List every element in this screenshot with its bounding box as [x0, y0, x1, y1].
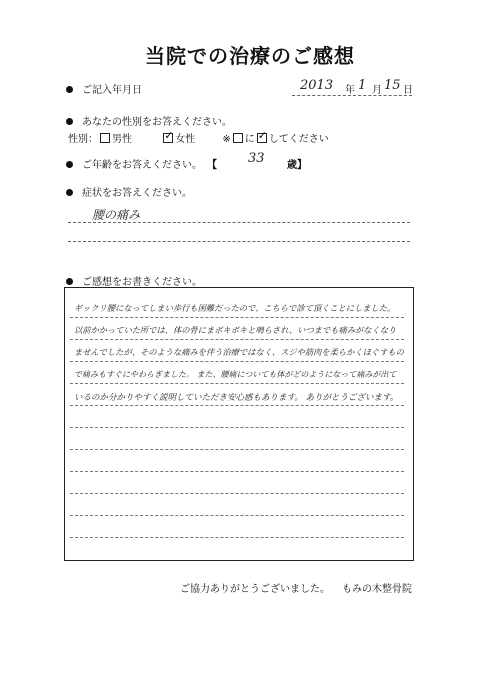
comment-text-line: ギックリ腰になってしまい歩行も困難だったので、こちらで診て頂くことにしました。 — [74, 303, 396, 313]
male-label: 男性 — [112, 134, 132, 145]
bullet-icon — [66, 118, 73, 125]
date-day-unit: 日 — [403, 85, 413, 96]
comment-line — [70, 383, 404, 384]
symptom-line — [68, 241, 410, 242]
comment-line — [70, 427, 404, 428]
date-month[interactable]: 1 — [358, 78, 367, 93]
gender-note-prefix: ※ — [222, 134, 231, 145]
date-month-unit: 月 — [372, 85, 382, 96]
symptom-line — [68, 222, 410, 223]
check-icon: ✓ — [164, 129, 174, 142]
bullet-icon — [66, 161, 73, 168]
comment-line — [70, 537, 404, 538]
comment-line — [70, 317, 404, 318]
date-underline — [292, 95, 412, 96]
date-year[interactable]: 2013 — [300, 78, 334, 93]
bullet-icon — [66, 86, 73, 93]
male-checkbox[interactable] — [100, 133, 110, 143]
comment-text-line: ませんでしたが、そのような痛みを伴う治療ではなく、スジや筋肉を柔らかくほぐすもの — [74, 347, 404, 357]
gender-prefix: 性別： — [68, 134, 98, 145]
comment-line — [70, 405, 404, 406]
age-value[interactable]: 33 — [248, 151, 265, 166]
date-year-unit: 年 — [345, 85, 355, 96]
bullet-icon — [66, 189, 73, 196]
comment-text-line: いるのか分かりやすく説明していただき安心感もあります。 ありがとうございます。 — [74, 393, 399, 403]
bullet-icon — [66, 278, 73, 285]
comment-text-line: で痛みもすぐにやわらぎました。 また、腰痛についても体がどのようになって痛みが出て — [74, 370, 397, 379]
check-icon: ✓ — [257, 129, 267, 142]
gender-note-suffix: してください — [268, 134, 329, 145]
note-empty-box-icon — [233, 133, 243, 143]
age-unit: 歳】 — [287, 160, 307, 171]
comment-text-line: 以前かかっていた所では、体の骨にまボキボキと鳴らされ、いつまでも痛みがなくなり — [74, 325, 397, 335]
clinic-name: もみの木整骨院 — [342, 584, 412, 595]
comment-line — [70, 339, 404, 340]
female-checkbox[interactable] — [163, 129, 174, 143]
note-checked-box-icon — [257, 129, 267, 143]
symptom-question: 症状をお答えください。 — [82, 188, 192, 199]
age-question: ご年齢をお答えください。 — [82, 160, 202, 171]
gender-note-mid: に — [244, 134, 255, 145]
page-title: 当院での治療のご感想 — [145, 44, 355, 68]
gender-question: あなたの性別をお答えください。 — [82, 117, 232, 128]
date-day[interactable]: 15 — [384, 78, 401, 93]
impressions-question: ご感想をお書きください。 — [82, 277, 202, 288]
comment-line — [70, 361, 404, 362]
comment-line — [70, 493, 404, 494]
age-bracket-open: 【 — [207, 160, 217, 171]
comment-line — [70, 471, 404, 472]
comment-line — [70, 449, 404, 450]
date-label: ご記入年月日 — [82, 85, 142, 96]
thanks-text: ご協力ありがとうございました。 — [180, 584, 330, 595]
comment-line — [70, 515, 404, 516]
female-label: 女性 — [175, 134, 196, 145]
gender-options — [68, 130, 329, 145]
symptom-answer[interactable]: 腰の痛み — [92, 208, 141, 222]
